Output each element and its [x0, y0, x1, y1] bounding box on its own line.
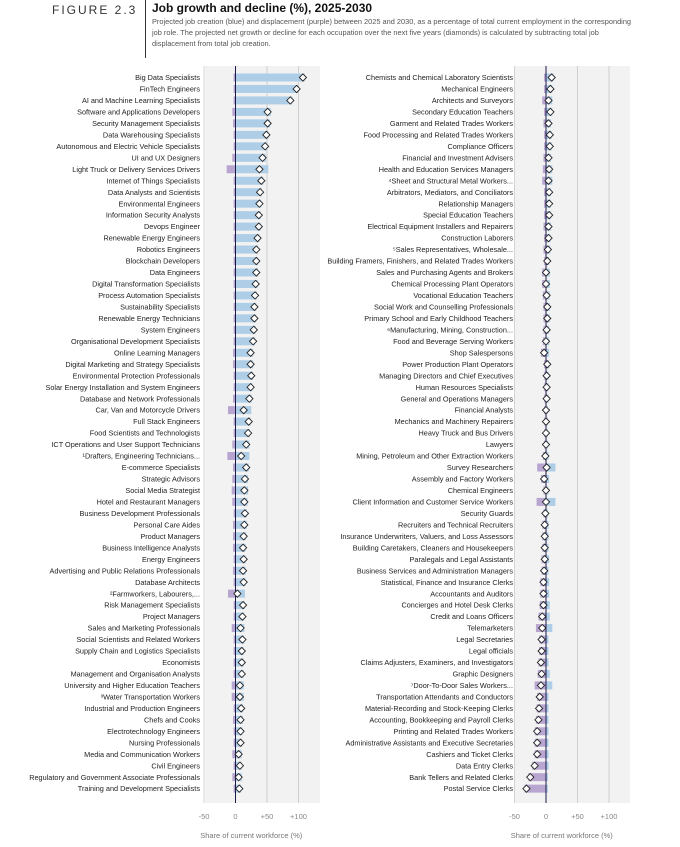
- right-category-label: Client Information and Customer Service Workers: [352, 497, 513, 507]
- left-decline-bar: [227, 452, 235, 460]
- right-category-label: Data Entry Clerks: [455, 761, 513, 771]
- right-category-label: Compliance Officers: [447, 141, 513, 151]
- left-category-label: Online Learning Managers: [114, 348, 200, 358]
- left-panel-background: [205, 66, 320, 803]
- left-category-label: Sustainability Specialists: [120, 302, 200, 312]
- left-category-label: Data Warehousing Specialists: [102, 130, 200, 140]
- left-category-label: Renewable Energy Technicians: [98, 313, 200, 323]
- left-category-label: Social Scientists and Related Workers: [76, 635, 200, 645]
- left-category-label: University and Higher Education Teachers: [64, 681, 200, 691]
- left-category-label: Data Engineers: [149, 268, 200, 278]
- left-category-label: Internet of Things Specialists: [106, 176, 200, 186]
- right-category-label: Chemical Processing Plant Operators: [391, 279, 513, 289]
- left-category-label: Solar Energy Installation and System Engineers: [45, 382, 200, 392]
- right-category-label: ⁵Sales Representatives, Wholesale...: [392, 245, 513, 255]
- right-category-label: Arbitrators, Mediators, and Conciliators: [386, 187, 513, 197]
- left-category-label: Environmental Protection Professionals: [72, 371, 200, 381]
- left-category-label: Full Stack Engineers: [133, 417, 200, 427]
- left-category-label: Business Intelligence Analysts: [102, 543, 200, 553]
- left-tick-label: 0: [233, 812, 238, 821]
- right-category-label: Telemarketers: [467, 623, 513, 633]
- right-category-label: Mining, Petroleum and Other Extraction Workers: [356, 451, 513, 461]
- left-category-label: Energy Engineers: [141, 554, 200, 564]
- right-panel-background: [515, 66, 630, 803]
- right-category-label: Managing Directors and Chief Executives: [379, 371, 513, 381]
- left-category-label: Management and Organisation Analysts: [70, 669, 200, 679]
- left-decline-bar: [232, 486, 236, 494]
- right-growth-bar: [546, 613, 550, 621]
- right-category-label: Accountants and Auditors: [430, 589, 513, 599]
- left-category-label: Nursing Professionals: [129, 738, 200, 748]
- right-category-label: Sales and Purchasing Agents and Brokers: [376, 268, 513, 278]
- left-category-label: Product Managers: [140, 531, 200, 541]
- right-category-label: Security Guards: [460, 508, 513, 518]
- left-tick-label: +100: [290, 812, 307, 821]
- right-category-label: Credit and Loans Officers: [430, 612, 513, 622]
- left-category-label: AI and Machine Learning Specialists: [81, 96, 200, 106]
- left-category-label: Food Scientists and Technologists: [89, 428, 200, 438]
- left-growth-bar: [236, 74, 305, 82]
- left-category-label: Information Security Analysts: [105, 210, 200, 220]
- chart-title: Job growth and decline (%), 2025-2030: [152, 1, 373, 15]
- left-growth-bar: [236, 85, 299, 93]
- left-category-label: Database and Network Professionals: [79, 394, 200, 404]
- left-decline-bar: [228, 406, 236, 414]
- right-growth-bar: [546, 681, 552, 689]
- left-category-label: Digital Marketing and Strategy Specialists: [65, 359, 200, 369]
- left-category-label: Big Data Specialists: [135, 73, 200, 83]
- left-category-label: Business Development Professionals: [79, 508, 200, 518]
- right-category-label: Legal officials: [468, 646, 513, 656]
- left-category-label: Training and Development Specialists: [77, 784, 200, 794]
- right-category-label: Claims Adjusters, Examiners, and Investigators: [360, 658, 513, 668]
- right-category-label: Secondary Education Teachers: [412, 107, 513, 117]
- left-category-label: Electrotechnology Engineers: [107, 726, 200, 736]
- left-category-label: Risk Management Specialists: [104, 600, 200, 610]
- right-category-label: Building Framers, Finishers, and Related Trades Workers: [327, 256, 513, 266]
- left-category-label: Economists: [162, 658, 200, 668]
- right-category-label: Accounting, Bookkeeping and Payroll Clerks: [369, 715, 513, 725]
- left-category-label: Autonomous and Electric Vehicle Specialists: [56, 141, 200, 151]
- right-category-label: Material-Recording and Stock-Keeping Clerks: [364, 703, 513, 713]
- left-category-label: Blockchain Developers: [125, 256, 200, 266]
- right-category-label: Administrative Assistants and Executive Secretaries: [345, 738, 513, 748]
- left-category-label: Social Media Strategist: [125, 486, 200, 496]
- left-category-label: Supply Chain and Logistics Specialists: [75, 646, 200, 656]
- left-category-label: Data Analysts and Scientists: [107, 187, 200, 197]
- right-tick-label: 0: [543, 812, 549, 821]
- right-category-label: ⁶Manufacturing, Mining, Construction...: [387, 325, 513, 335]
- right-category-label: Lawyers: [485, 440, 513, 450]
- right-category-label: Food and Beverage Serving Workers: [393, 336, 513, 346]
- right-x-axis-label: Share of current workforce (%): [510, 831, 613, 840]
- right-category-label: Legal Secretaries: [456, 635, 513, 645]
- left-category-label: FinTech Engineers: [139, 84, 200, 94]
- left-category-label: Advertising and Public Relations Professionals: [49, 566, 200, 576]
- right-category-label: Financial Analysts: [454, 405, 513, 415]
- right-category-label: Financial and Investment Advisers: [402, 153, 513, 163]
- right-tick-label: -50: [509, 812, 520, 821]
- left-tick-label: -50: [198, 812, 210, 821]
- left-category-label: UI and UX Designers: [131, 153, 200, 163]
- right-category-label: Shop Salespersons: [449, 348, 513, 358]
- right-category-label: Primary School and Early Childhood Teachers: [364, 313, 513, 323]
- left-category-label: ³Water Transportation Workers: [100, 692, 200, 702]
- right-category-label: Assembly and Factory Workers: [411, 474, 513, 484]
- figure-label: FIGURE 2.3: [52, 3, 138, 17]
- right-category-label: Recruiters and Technical Recruiters: [397, 520, 513, 530]
- left-category-label: Devops Engineer: [144, 222, 200, 232]
- right-category-label: Printing and Related Trades Workers: [393, 726, 513, 736]
- right-category-label: General and Operations Managers: [400, 394, 513, 404]
- left-category-label: Process Automation Specialists: [98, 291, 200, 301]
- left-category-label: Car, Van and Motorcycle Drivers: [95, 405, 200, 415]
- left-category-label: ¹Drafters, Engineering Technicians...: [82, 451, 200, 461]
- left-category-label: Project Managers: [142, 612, 200, 622]
- right-category-label: Vocational Education Teachers: [413, 291, 513, 301]
- left-category-label: Digital Transformation Specialists: [92, 279, 200, 289]
- right-category-label: Concierges and Hotel Desk Clerks: [401, 600, 513, 610]
- left-category-label: Chefs and Cooks: [144, 715, 200, 725]
- right-tick-label: +50: [571, 812, 584, 821]
- left-category-label: ²Farmworkers, Labourers,...: [109, 589, 200, 599]
- right-category-label: ⁷Door-To-Door Sales Workers...: [410, 681, 513, 691]
- right-category-label: Graphic Designers: [452, 669, 513, 679]
- right-category-label: Cashiers and Ticket Clerks: [426, 749, 513, 759]
- right-category-label: Chemists and Chemical Laboratory Scientists: [365, 73, 513, 83]
- left-category-label: Environmental Engineers: [118, 199, 200, 209]
- right-category-label: Architects and Surveyors: [431, 96, 513, 106]
- right-category-label: Power Production Plant Operators: [402, 359, 513, 369]
- left-tick-label: +50: [260, 812, 274, 821]
- left-category-label: ICT Operations and User Support Technicians: [51, 440, 200, 450]
- right-category-label: Statistical, Finance and Insurance Clerks: [380, 577, 513, 587]
- left-decline-bar: [232, 693, 236, 701]
- left-category-label: Civil Engineers: [151, 761, 200, 771]
- left-category-label: Regulatory and Government Associate Professionals: [29, 772, 200, 782]
- left-growth-bar: [236, 96, 293, 104]
- right-category-label: Mechanics and Machinery Repairers: [394, 417, 513, 427]
- right-category-label: Bank Tellers and Related Clerks: [409, 772, 513, 782]
- left-decline-bar: [227, 165, 236, 173]
- right-category-label: Building Caretakers, Cleaners and Housekeepers: [352, 543, 513, 553]
- right-category-label: Insurance Underwriters, Valuers, and Loss Assessors: [340, 531, 513, 541]
- right-category-label: Food Processing and Related Trades Workers: [363, 130, 513, 140]
- right-category-label: Heavy Truck and Bus Drivers: [418, 428, 513, 438]
- left-x-axis-label: Share of current workforce (%): [200, 831, 303, 840]
- right-category-label: Human Resources Specialists: [415, 382, 513, 392]
- right-category-label: Paralegals and Legal Assistants: [409, 554, 513, 564]
- right-category-label: Relationship Managers: [438, 199, 513, 209]
- right-category-label: ⁴Sheet and Structural Metal Workers...: [388, 176, 513, 186]
- right-category-label: Social Work and Counselling Professionals: [374, 302, 513, 312]
- left-category-label: Robotics Engineers: [136, 245, 200, 255]
- right-category-label: Mechanical Engineers: [441, 84, 513, 94]
- left-decline-bar: [232, 681, 236, 689]
- right-category-label: Postal Service Clerks: [443, 784, 513, 794]
- right-category-label: Survey Researchers: [446, 463, 513, 473]
- right-category-label: Special Education Teachers: [423, 210, 513, 220]
- left-category-label: Security Management Specialists: [92, 118, 200, 128]
- left-category-label: Industrial and Production Engineers: [84, 703, 200, 713]
- right-category-label: Chemical Engineers: [447, 486, 513, 496]
- right-category-label: Health and Education Services Managers: [378, 164, 513, 174]
- left-category-label: Media and Communication Workers: [84, 749, 200, 759]
- left-category-label: Light Truck or Delivery Services Drivers: [72, 164, 200, 174]
- right-growth-bar: [546, 624, 552, 632]
- right-category-label: Business Services and Administration Managers: [356, 566, 513, 576]
- left-category-label: Hotel and Restaurant Managers: [96, 497, 200, 507]
- right-category-label: Transportation Attendants and Conductors: [376, 692, 513, 702]
- right-category-label: Electrical Equipment Installers and Repairers: [367, 222, 513, 232]
- left-category-label: Renewable Energy Engineers: [103, 233, 200, 243]
- right-category-label: Construction Laborers: [441, 233, 513, 243]
- left-category-label: E-commerce Specialists: [121, 463, 200, 473]
- right-growth-bar: [546, 670, 550, 678]
- right-category-label: Garment and Related Trades Workers: [389, 118, 513, 128]
- left-category-label: Software and Applications Developers: [77, 107, 200, 117]
- left-category-label: Database Architects: [135, 577, 200, 587]
- left-category-label: System Engineers: [140, 325, 200, 335]
- left-category-label: Sales and Marketing Professionals: [87, 623, 200, 633]
- right-tick-label: +100: [600, 812, 618, 821]
- left-category-label: Strategic Advisors: [141, 474, 200, 484]
- left-category-label: Organisational Development Specialists: [71, 336, 200, 346]
- chart-subtitle: Projected job creation (blue) and displacement (purple) between 2025 and 2030, as a percentage of total current employment in the corresponding job role. The projected net growth or decline for each occupation over the next five years (diamonds) is calculated by subtracting total job displacement from total job creation.: [152, 17, 632, 48]
- left-decline-bar: [232, 624, 236, 632]
- left-category-label: Personal Care Aides: [133, 520, 200, 530]
